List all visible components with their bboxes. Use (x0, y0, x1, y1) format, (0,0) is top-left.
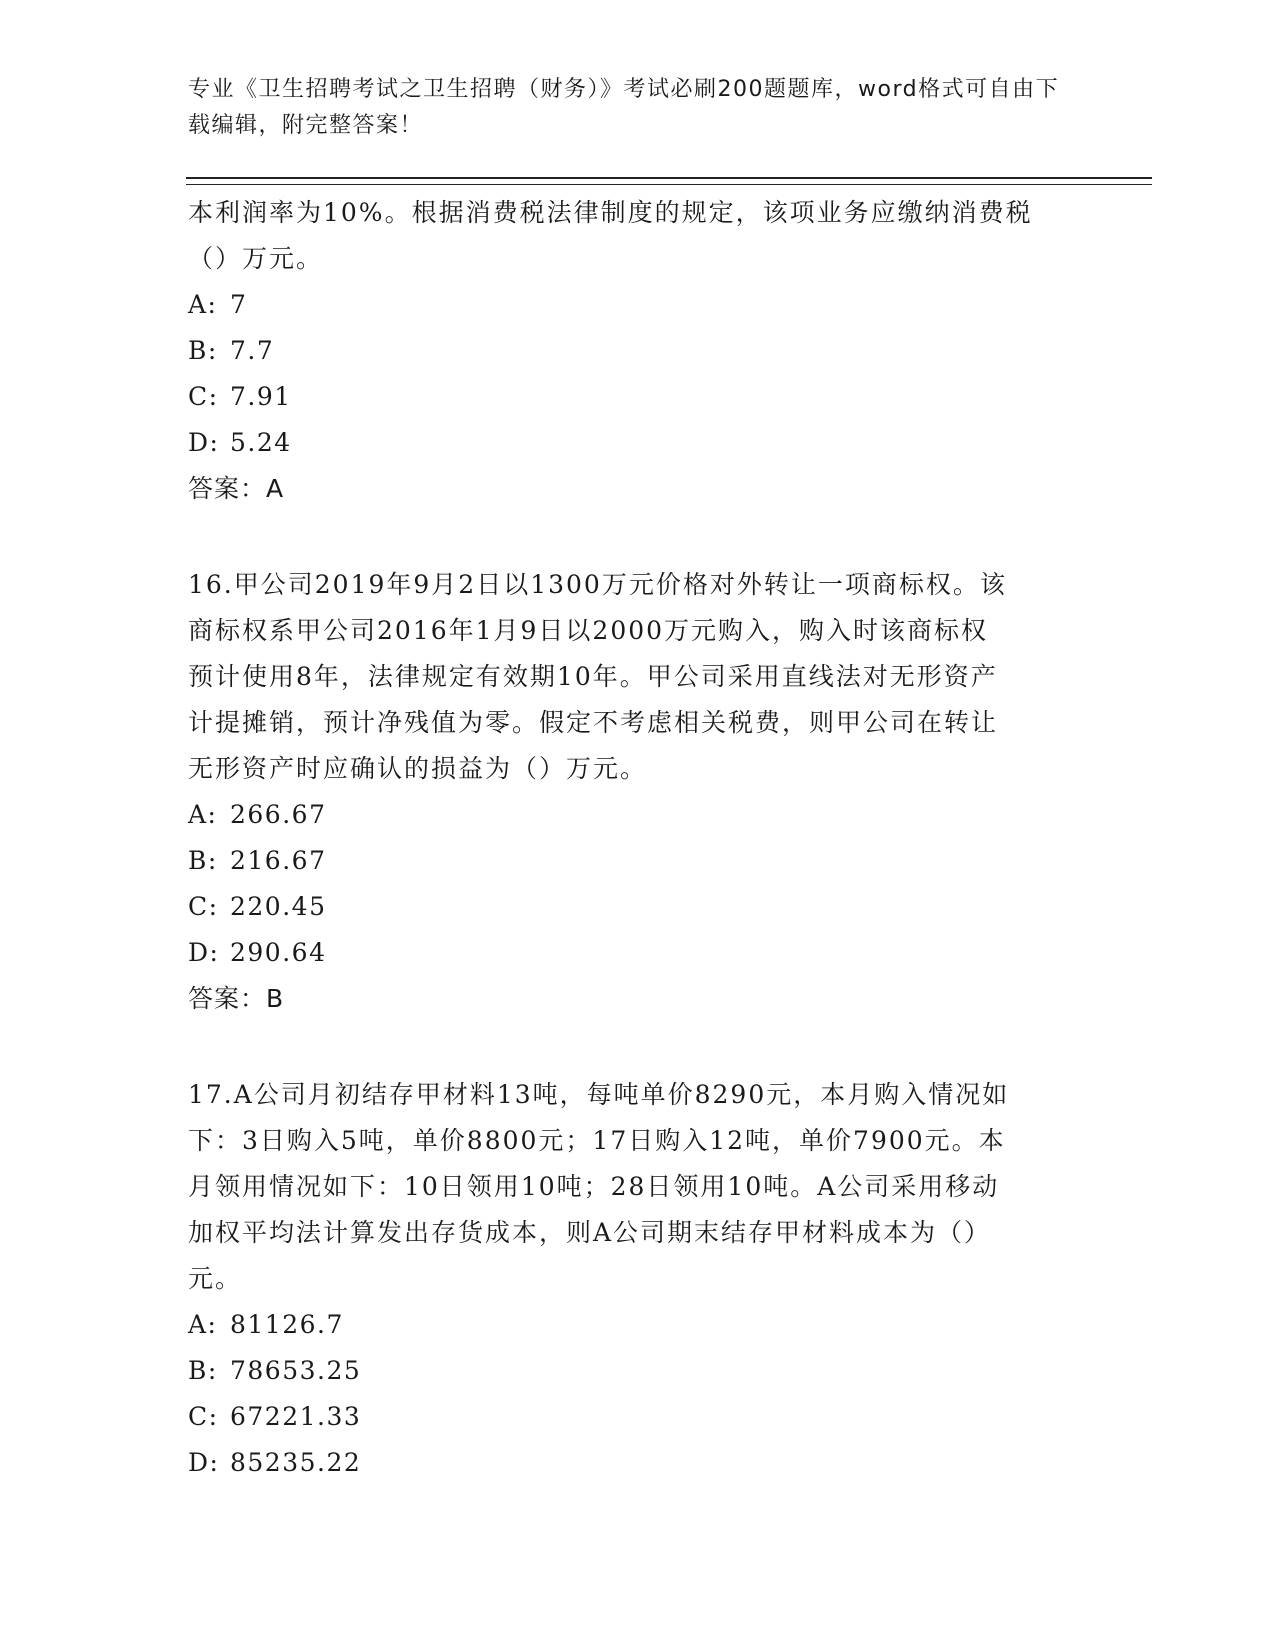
option-value: 7.7 (230, 336, 275, 365)
question-text-line: 元。 (188, 1264, 243, 1293)
option-value: 67221.33 (230, 1402, 362, 1431)
option-d (188, 420, 1088, 466)
question-text-line: 月领用情况如下：10日领用10吨；28日领用10吨。A公司采用移动 (188, 1172, 1000, 1201)
option-label: D: (188, 428, 220, 457)
question-text-line: （）万元。 (188, 244, 324, 273)
option-label: B: (188, 1356, 218, 1385)
option-value: 216.67 (230, 846, 327, 875)
option-value: 78653.25 (230, 1356, 362, 1385)
option-value: 290.64 (230, 938, 327, 967)
question-text-line: 加权平均法计算发出存货成本，则A公司期末结存甲材料成本为（） (188, 1218, 992, 1247)
option-c (188, 884, 1088, 930)
question-block (188, 562, 1088, 1022)
question-text-line: 预计使用8年，法律规定有效期10年。甲公司采用直线法对无形资产 (188, 662, 998, 691)
option-label: D: (188, 1448, 220, 1477)
answer-line: 答案：A (188, 474, 285, 503)
option-value: 81126.7 (230, 1310, 344, 1339)
option-value: 5.24 (230, 428, 292, 457)
option-c (188, 374, 1088, 420)
option-value: 266.67 (230, 800, 327, 829)
question-text-line: 下：3日购入5吨，单价8800元；17日购入12吨，单价7900元。本 (188, 1126, 1006, 1155)
option-d (188, 930, 1088, 976)
option-value: 7 (230, 290, 248, 319)
question-text-line: 17.A公司月初结存甲材料13吨，每吨单价8290元，本月购入情况如 (188, 1080, 1010, 1109)
question-text-line: 计提摊销，预计净残值为零。假定不考虑相关税费，则甲公司在转让 (188, 708, 999, 737)
option-value: 85235.22 (230, 1448, 362, 1477)
option-label: A: (188, 800, 218, 829)
question-text-line: 商标权系甲公司2016年1月9日以2000万元购入，购入时该商标权 (188, 616, 989, 645)
question-block (188, 190, 1088, 512)
option-d (188, 1440, 1088, 1486)
option-label: A: (188, 1310, 218, 1339)
option-b (188, 1348, 1088, 1394)
option-label: B: (188, 846, 218, 875)
option-value: 220.45 (230, 892, 327, 921)
option-b (188, 328, 1088, 374)
option-a (188, 792, 1088, 838)
option-value: 7.91 (230, 382, 292, 411)
question-text-line: 无形资产时应确认的损益为（）万元。 (188, 754, 648, 783)
option-a (188, 282, 1088, 328)
option-a (188, 1302, 1088, 1348)
spacer (188, 512, 1088, 562)
option-label: D: (188, 938, 220, 967)
document-header-title: 专业《卫生招聘考试之卫生招聘（财务）》考试必刷200题题库，word格式可自由下载编辑，附完整答案！ (188, 77, 1060, 138)
question-block (188, 1072, 1088, 1486)
question-text-line: 16.甲公司2019年9月2日以1300万元价格对外转让一项商标权。该 (188, 570, 1007, 599)
answer-line: 答案：B (188, 984, 285, 1013)
spacer (188, 1022, 1088, 1072)
header-divider-thick (186, 177, 1152, 179)
option-c (188, 1394, 1088, 1440)
option-label: B: (188, 336, 218, 365)
option-label: C: (188, 892, 219, 921)
option-label: C: (188, 382, 219, 411)
question-text-line: 本利润率为10%。根据消费税法律制度的规定，该项业务应缴纳消费税 (188, 198, 1033, 227)
option-label: C: (188, 1402, 219, 1431)
option-label: A: (188, 290, 218, 319)
option-b (188, 838, 1088, 884)
header-divider-thin (186, 184, 1152, 185)
document-body (188, 190, 1088, 1486)
